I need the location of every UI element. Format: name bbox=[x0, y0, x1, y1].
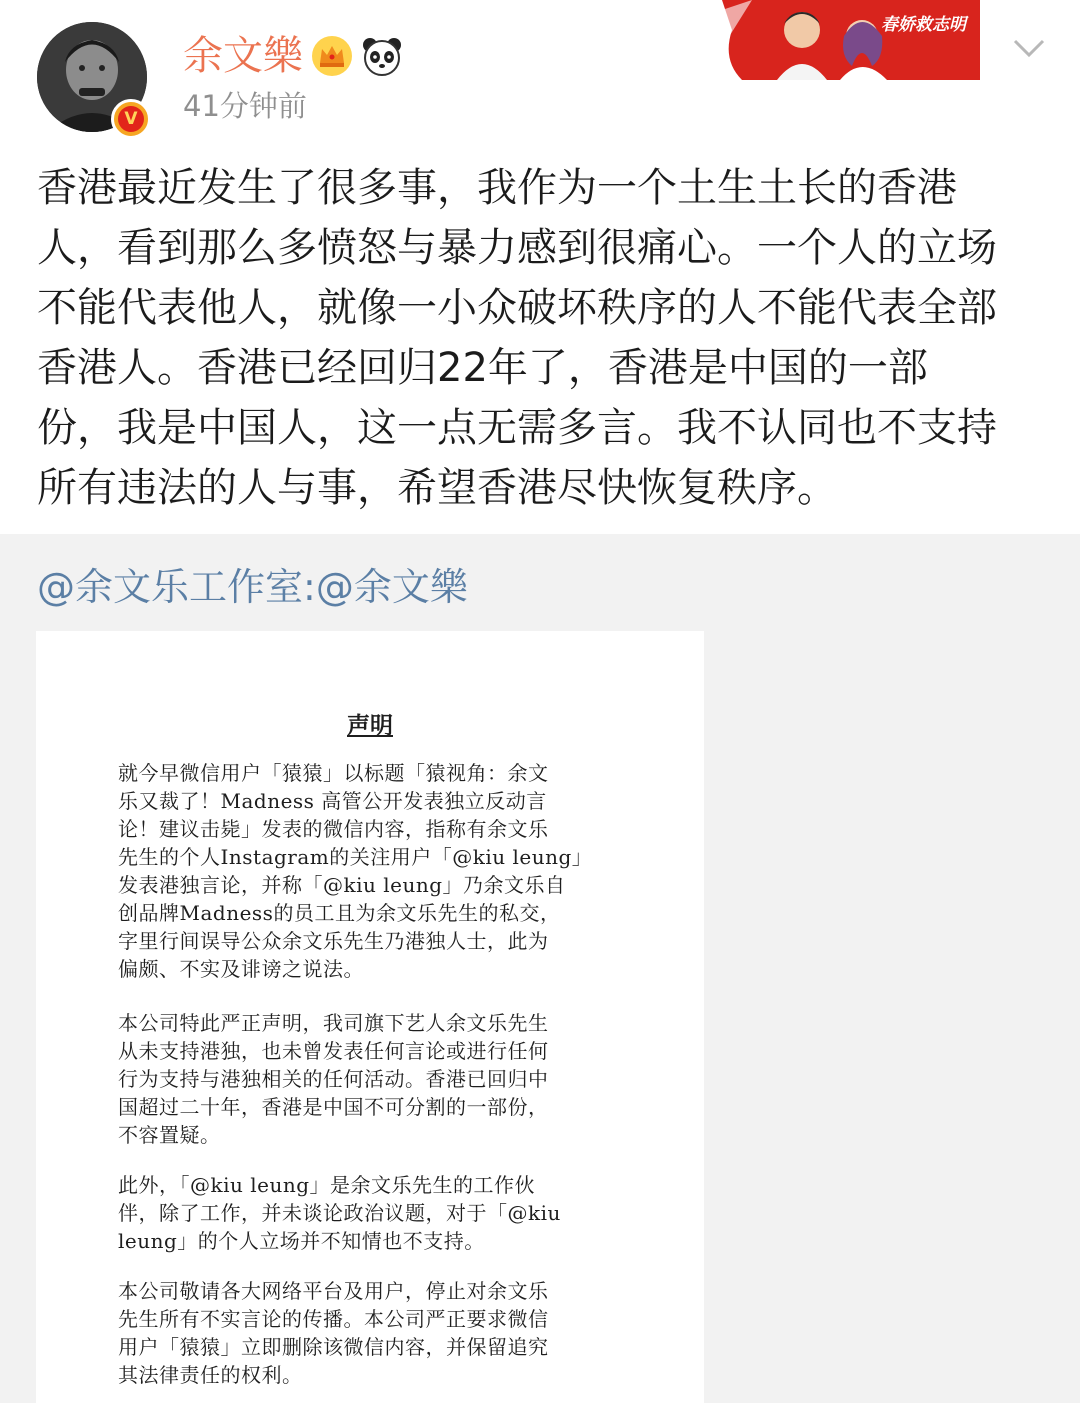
crown-icon[interactable] bbox=[311, 35, 353, 77]
statement-line: 就今早微信用户「猿猿」以标题「猿视角：余文 bbox=[118, 761, 549, 785]
statement-paragraph bbox=[118, 1009, 628, 1149]
statement-line: 其法律责任的权利。 bbox=[118, 1363, 303, 1387]
statement-image[interactable] bbox=[36, 631, 704, 1403]
verified-icon: V bbox=[111, 99, 151, 139]
statement-title: 声明 bbox=[347, 712, 393, 739]
repost-mention-link[interactable]: @余文樂 bbox=[315, 565, 468, 609]
timestamp: 41分钟前 bbox=[183, 89, 307, 123]
statement-line: 从未支持港独，也未曾发表任何言论或进行任何 bbox=[118, 1039, 549, 1063]
statement-line: 字里行间误导公众余文乐先生乃港独人士，此为 bbox=[118, 929, 549, 953]
post-line: 人，看到那么多愤怒与暴力感到很痛心。一个人的立场 bbox=[37, 225, 997, 271]
statement-line: 创品牌Madness的员工且为余文乐先生的私交， bbox=[118, 901, 561, 925]
statement-line: 偏颇、不实及诽谤之说法。 bbox=[118, 957, 364, 981]
repost-separator: : bbox=[303, 565, 316, 609]
statement-paragraph bbox=[118, 759, 628, 983]
post-line: 不能代表他人，就像一小众破坏秩序的人不能代表全部 bbox=[37, 285, 997, 331]
statement-line: 行为支持与港独相关的任何活动。香港已回归中 bbox=[118, 1067, 549, 1091]
statement-line: 乐又裁了！Madness 高管公开发表独立反动言 bbox=[118, 789, 547, 813]
banner-title: 春娇救志明 bbox=[881, 15, 966, 35]
chevron-down-icon[interactable] bbox=[1011, 30, 1047, 66]
statement-line: 伴，除了工作，并未谈论政治议题，对于「@kiu bbox=[118, 1201, 561, 1225]
username[interactable]: 余文樂 bbox=[183, 33, 303, 79]
statement-line: 论！建议击毙」发表的微信内容，指称有余文乐 bbox=[118, 817, 549, 841]
post-line: 份，我是中国人，这一点无需多言。我不认同也不支持 bbox=[37, 405, 997, 451]
repost-header bbox=[37, 562, 468, 612]
user-line bbox=[183, 28, 403, 84]
statement-paragraph bbox=[118, 1277, 628, 1389]
statement-line: 本公司敬请各大网络平台及用户，停止对余文乐 bbox=[118, 1279, 549, 1303]
statement-line: 先生所有不实言论的传播。本公司严正要求微信 bbox=[118, 1307, 549, 1331]
statement-line: 本公司特此严正声明，我司旗下艺人余文乐先生 bbox=[118, 1011, 549, 1035]
panda-icon[interactable] bbox=[361, 35, 403, 77]
repost-card[interactable] bbox=[0, 534, 1080, 1403]
statement-line: 发表港独言论，并称「@kiu leung」乃余文乐自 bbox=[118, 873, 566, 897]
post-line: 香港人。香港已经回归22年了，香港是中国的一部 bbox=[37, 345, 928, 391]
statement-line: 用户「猿猿」立即删除该微信内容，并保留追究 bbox=[118, 1335, 549, 1359]
statement-line: 先生的个人Instagram的关注用户「@kiu leung」 bbox=[118, 845, 593, 869]
statement-line: leung」的个人立场并不知情也不支持。 bbox=[118, 1229, 485, 1253]
repost-author-link[interactable]: @余文乐工作室 bbox=[37, 565, 304, 609]
post-text bbox=[37, 158, 1047, 518]
post-line: 所有违法的人与事，希望香港尽快恢复秩序。 bbox=[37, 465, 837, 511]
statement-line: 国超过二十年，香港是中国不可分割的一部份， bbox=[118, 1095, 549, 1119]
statement-line: 不容置疑。 bbox=[118, 1123, 221, 1147]
post-line: 香港最近发生了很多事，我作为一个土生土长的香港 bbox=[37, 165, 957, 211]
statement-line: 此外，「@kiu leung」是余文乐先生的工作伙 bbox=[118, 1173, 536, 1197]
promo-banner[interactable] bbox=[722, 0, 980, 80]
statement-paragraph bbox=[118, 1171, 628, 1255]
